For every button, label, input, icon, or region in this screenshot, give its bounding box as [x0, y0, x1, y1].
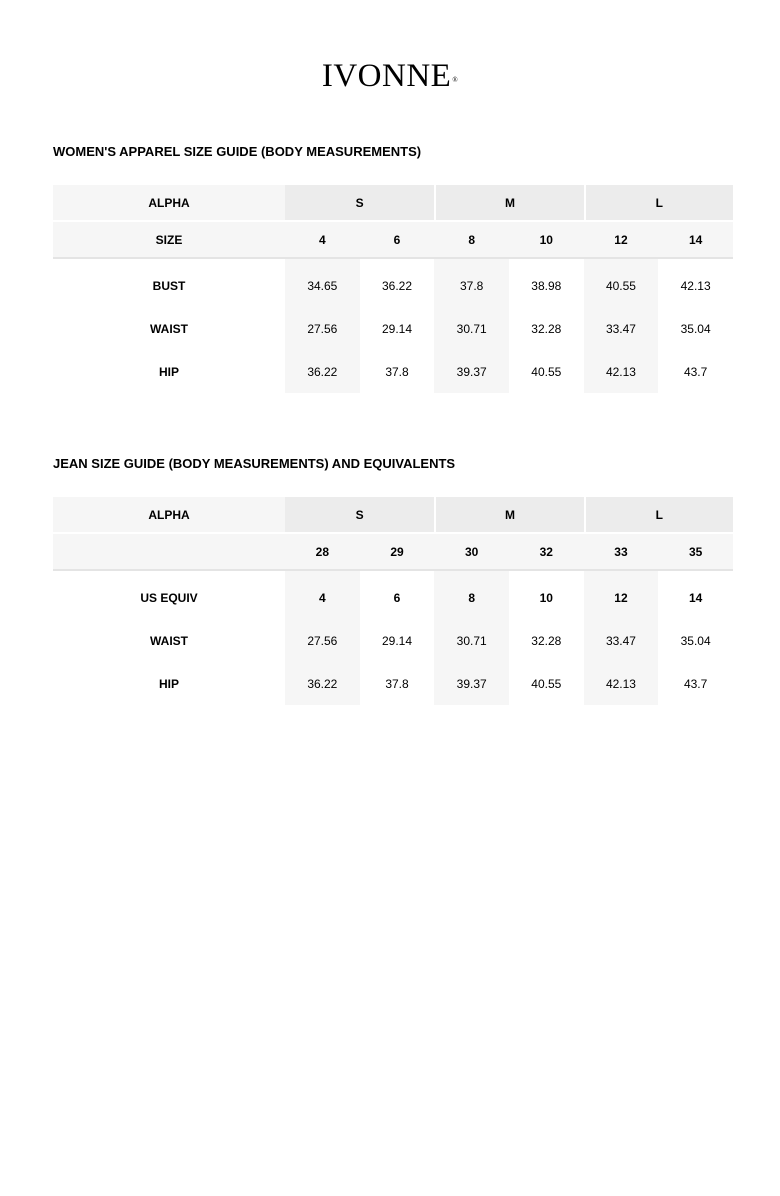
row-label: HIP — [158, 364, 179, 379]
value-cell: 32.28 — [531, 321, 562, 336]
size-cell: 30 — [434, 534, 509, 571]
table-row-bust — [53, 259, 733, 307]
value-cell: 34.65 — [285, 259, 360, 307]
value-cell: 35.04 — [680, 633, 711, 648]
size-cell: 8 — [434, 222, 509, 259]
size-label — [53, 534, 285, 571]
table-row-hip — [53, 662, 733, 705]
value-cell: 37.8 — [385, 364, 409, 379]
value-cell: 32.28 — [531, 633, 562, 648]
alpha-group-l: L — [584, 185, 733, 222]
value-cell: 4 — [285, 571, 360, 619]
size-cell: 29 — [360, 534, 435, 571]
alpha-group-m: M — [434, 185, 583, 222]
alpha-label: ALPHA — [53, 497, 285, 534]
table-row-waist — [53, 619, 733, 662]
table-row-hip — [53, 350, 733, 393]
apparel-size-table — [53, 185, 733, 393]
value-cell: 36.22 — [285, 350, 360, 393]
size-cell: 35 — [658, 534, 733, 571]
size-label: SIZE — [53, 222, 285, 259]
value-cell: 27.56 — [285, 619, 360, 662]
size-cell: 6 — [360, 222, 435, 259]
alpha-group-s: S — [285, 497, 434, 534]
value-cell: 43.7 — [683, 676, 708, 691]
alpha-group-m: M — [434, 497, 583, 534]
table-row-us-equiv — [53, 571, 733, 619]
value-cell: 40.55 — [531, 676, 562, 691]
row-label: WAIST — [150, 321, 188, 336]
value-cell: 29.14 — [381, 633, 412, 648]
value-cell: 40.55 — [531, 364, 562, 379]
size-cell: 10 — [509, 222, 584, 259]
value-cell: 30.71 — [434, 619, 509, 662]
value-cell: 35.04 — [680, 321, 711, 336]
brand-name: IVONNE — [321, 58, 452, 94]
brand-logo — [0, 58, 780, 94]
table-row-waist — [53, 307, 733, 350]
value-cell: 8 — [434, 571, 509, 619]
value-cell: 33.47 — [584, 619, 659, 662]
size-cell: 33 — [584, 534, 659, 571]
size-cell: 12 — [584, 222, 659, 259]
value-cell: 37.8 — [385, 676, 409, 691]
value-cell: 27.56 — [285, 307, 360, 350]
row-label: HIP — [158, 676, 179, 691]
size-cell: 32 — [509, 534, 584, 571]
jean-size-table — [53, 497, 733, 705]
size-cell: 14 — [658, 222, 733, 259]
row-label: WAIST — [150, 633, 188, 648]
value-cell: 36.22 — [381, 278, 412, 293]
jean-size-guide-title: JEAN SIZE GUIDE (BODY MEASUREMENTS) AND EQUIVALENTS — [53, 456, 456, 471]
row-label: US EQUIV — [140, 590, 198, 605]
alpha-group-s: S — [285, 185, 434, 222]
value-cell: 38.98 — [531, 278, 562, 293]
value-cell: 42.13 — [584, 350, 659, 393]
size-cell: 4 — [285, 222, 360, 259]
row-label: BUST — [152, 278, 186, 293]
value-cell: 14 — [688, 590, 703, 605]
value-cell: 29.14 — [381, 321, 412, 336]
alpha-row — [53, 497, 733, 534]
value-cell: 42.13 — [584, 662, 659, 705]
value-cell: 43.7 — [683, 364, 708, 379]
value-cell: 39.37 — [434, 662, 509, 705]
value-cell: 36.22 — [285, 662, 360, 705]
value-cell: 42.13 — [680, 278, 711, 293]
registered-mark: ® — [452, 76, 459, 84]
alpha-row — [53, 185, 733, 222]
size-row — [53, 222, 733, 259]
alpha-group-l: L — [584, 497, 733, 534]
value-cell: 12 — [584, 571, 659, 619]
value-cell: 33.47 — [584, 307, 659, 350]
value-cell: 40.55 — [584, 259, 659, 307]
value-cell: 39.37 — [434, 350, 509, 393]
size-cell: 28 — [285, 534, 360, 571]
value-cell: 10 — [539, 590, 553, 605]
apparel-size-guide-title: WOMEN'S APPAREL SIZE GUIDE (BODY MEASUREMENTS) — [53, 144, 422, 159]
value-cell: 6 — [393, 590, 401, 605]
size-row — [53, 534, 733, 571]
value-cell: 30.71 — [434, 307, 509, 350]
value-cell: 37.8 — [434, 259, 509, 307]
alpha-label: ALPHA — [53, 185, 285, 222]
